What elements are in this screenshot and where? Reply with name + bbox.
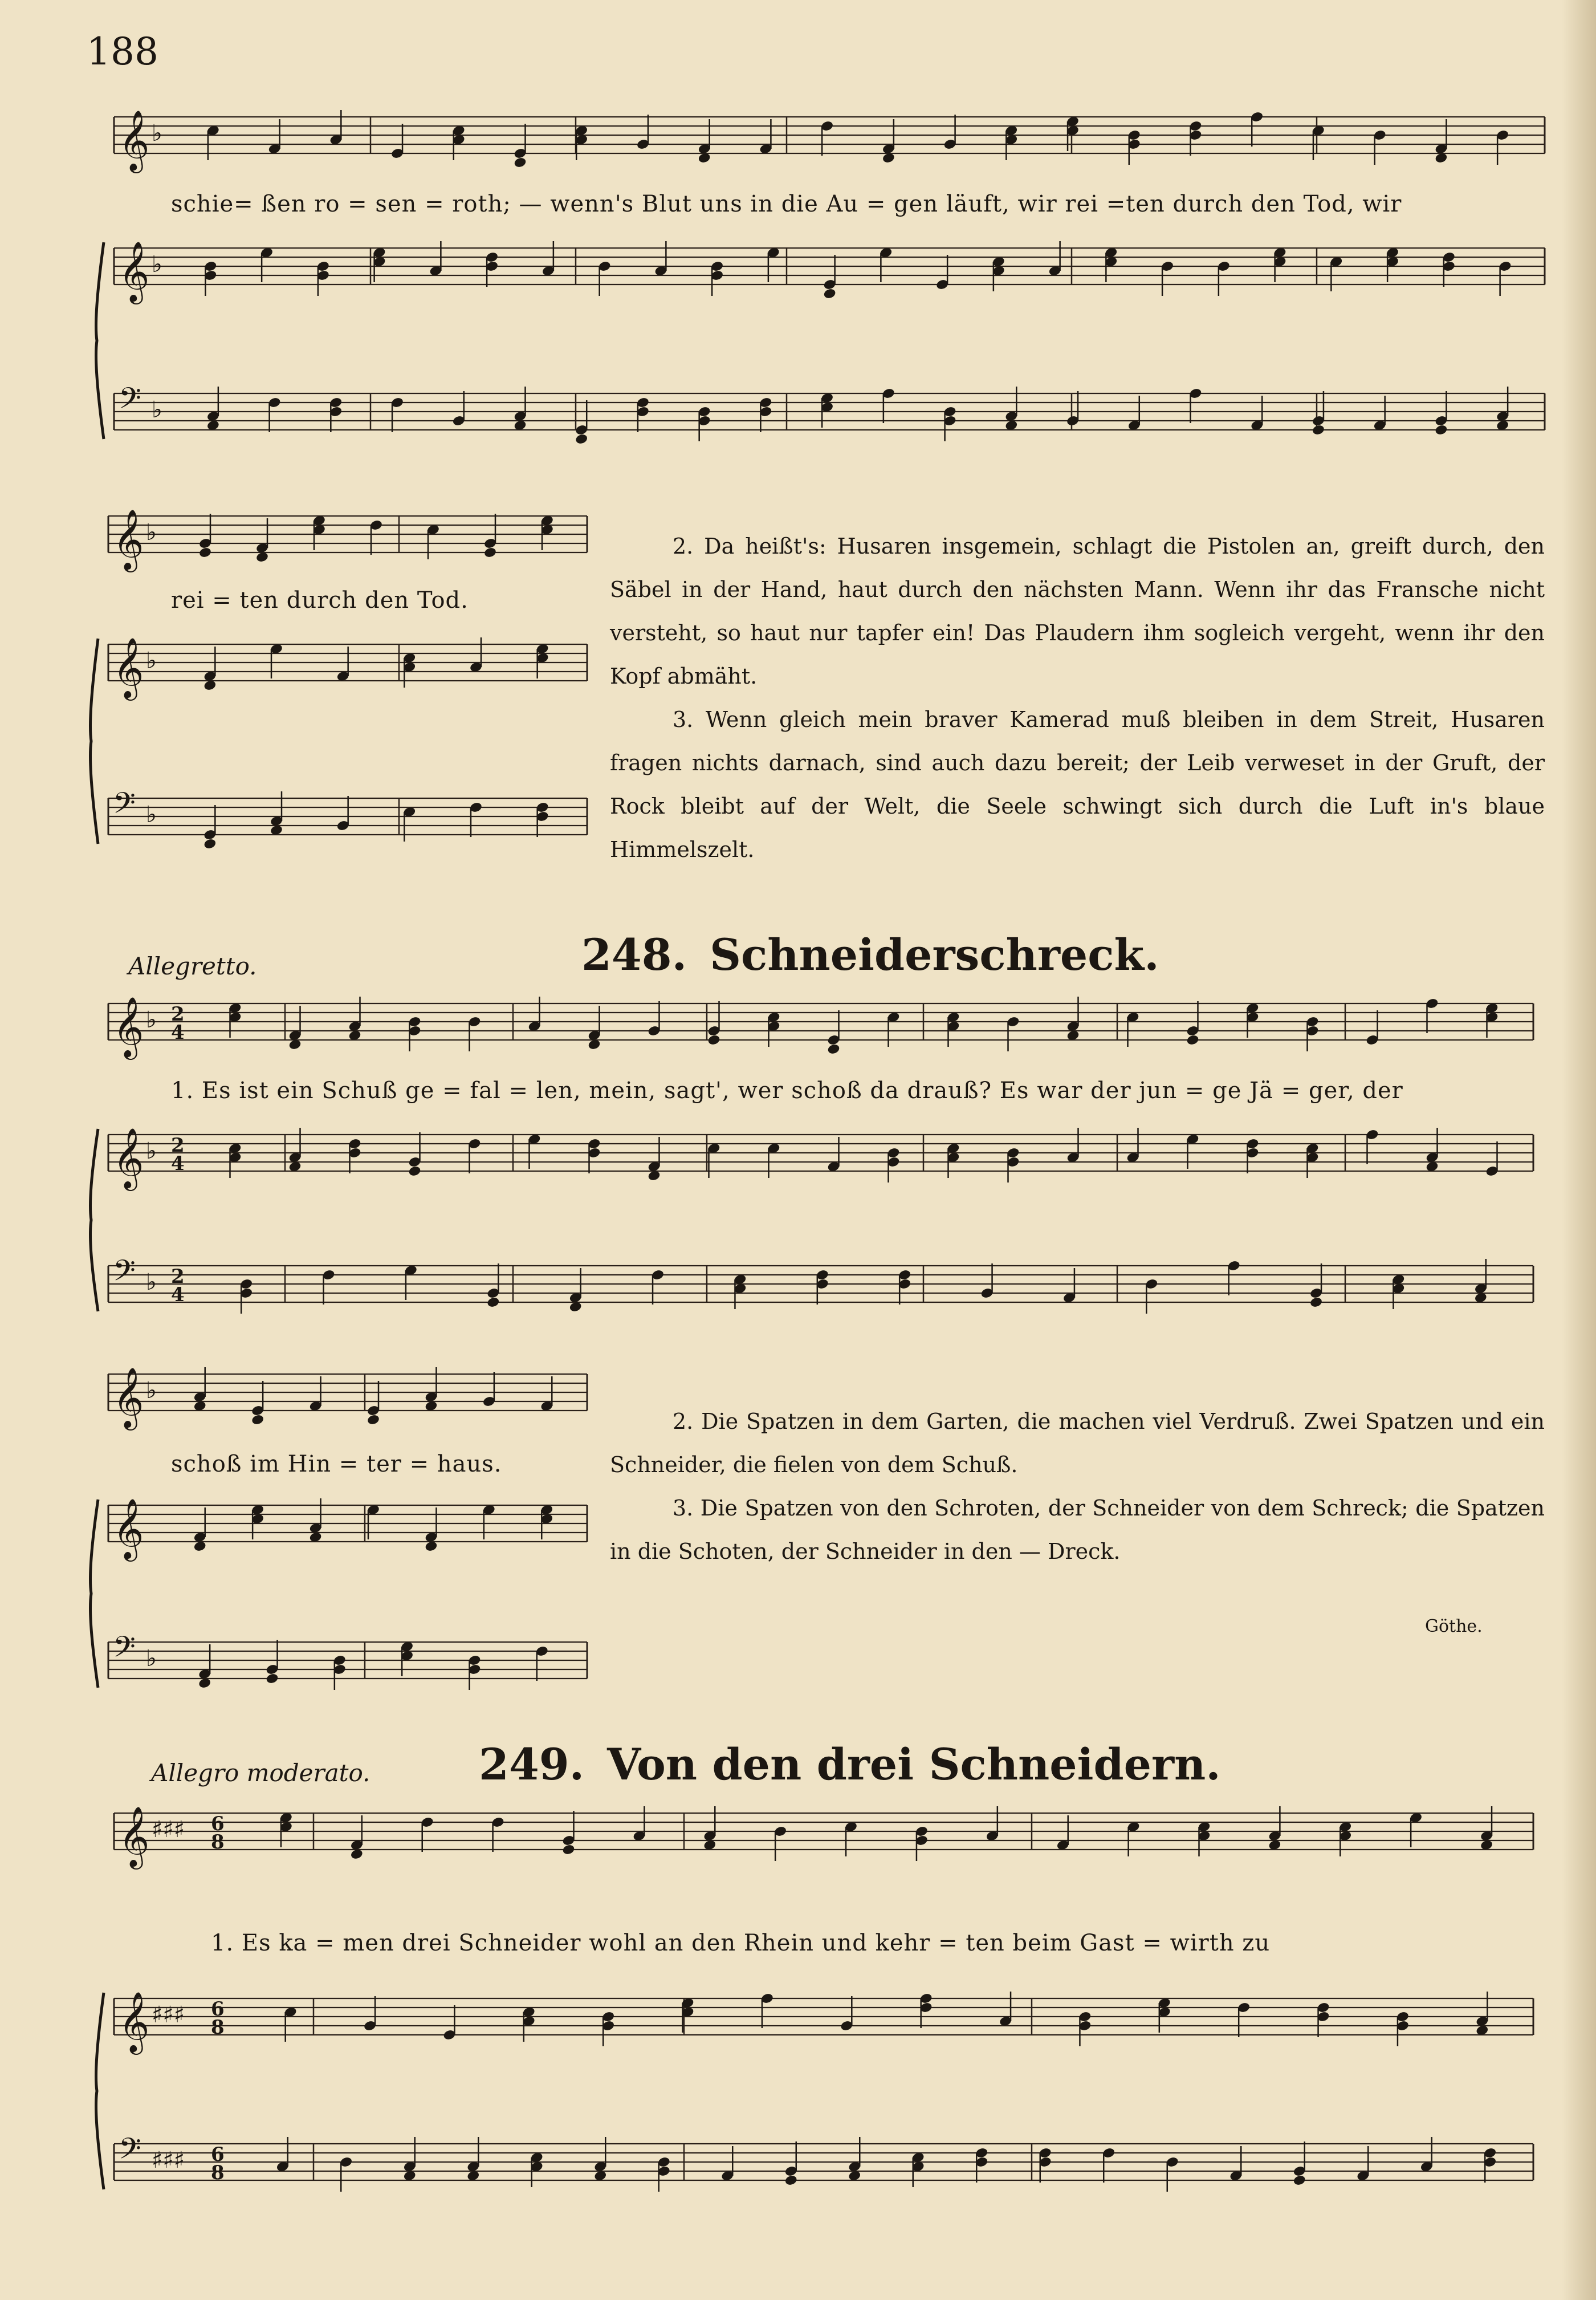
treble-clef-icon: 𝄞 xyxy=(113,637,144,698)
treble-clef-icon: 𝄞 xyxy=(113,1127,144,1188)
song247-lyric-line1: schie= ßen ro = sen = roth; — wenn's Blut uns in die Au = gen läuft, wir rei =ten durch den Tod, wir xyxy=(171,191,1402,217)
key-signature-icon: ♭ xyxy=(152,251,162,278)
key-signature-icon: ♭ xyxy=(152,120,162,147)
song248-voice-note xyxy=(827,1043,841,1055)
sys2-piano-bass-note xyxy=(203,838,217,850)
song248-attribution: Göthe. xyxy=(1425,1616,1483,1636)
song249-title: Von den drei Schneidern. xyxy=(607,1739,1221,1790)
song248-time-signature: 2 xyxy=(171,1003,185,1026)
bass-clef-icon: 𝄢 xyxy=(113,1629,136,1671)
sys1-voice-note xyxy=(514,157,527,169)
song248-time-signature: 4 xyxy=(171,1152,185,1175)
song248-voice-note xyxy=(1186,1034,1200,1046)
key-signature-icon: ♭ xyxy=(146,648,157,674)
brace xyxy=(91,639,99,844)
key-signature-icon: ♭ xyxy=(146,1007,157,1033)
key-signature-icon: ♭ xyxy=(146,1645,157,1672)
song249-time-signature: 8 xyxy=(211,2161,225,2184)
song249-voice-note xyxy=(562,1844,576,1856)
song247-verse-3: 3. Wenn gleich mein braver Kamerad muß bleiben in dem Streit, Husaren fragen nichts darnach, sind auch dazu bereit; der Leib verweset in der Gruft, der Rock bleibt auf der Welt, die Seele schwingt sich durch die Luft in's blaue Himmelszelt. xyxy=(610,707,1545,862)
song249-piano-bass-note xyxy=(1293,2175,1306,2187)
treble-clef-icon: 𝄞 xyxy=(113,1367,144,1428)
song249-time-signature: 8 xyxy=(211,2016,225,2039)
key-signature-icon: ♯♯♯ xyxy=(152,1817,185,1843)
song248-verse-2: 2. Die Spatzen in dem Garten, die machen viel Verdruß. Zwei Spatzen und ein Schneider, die fielen von dem Schuß. xyxy=(610,1409,1545,1477)
song248-time-signature: 4 xyxy=(171,1021,185,1044)
song248-piano-bass-note xyxy=(486,1297,500,1309)
song248-time-signature: 2 xyxy=(171,1265,185,1288)
song248-piano-treble-note xyxy=(408,1165,422,1177)
sys1-piano-bass-note xyxy=(575,433,588,445)
song248-title: Schneiderschreck. xyxy=(710,929,1159,980)
bass-clef-icon: 𝄢 xyxy=(119,381,141,422)
song248-piano-bass-note xyxy=(1309,1297,1323,1309)
song248-verses xyxy=(610,1400,1545,1573)
song248-sys2-voice-note xyxy=(367,1414,380,1426)
treble-clef-icon: 𝄞 xyxy=(119,109,150,170)
song249-title-block xyxy=(479,1739,1221,1790)
sys1-piano-bass-note xyxy=(1434,424,1448,436)
song248-sys2-piano-bass-note xyxy=(266,1673,279,1685)
key-signature-icon: ♭ xyxy=(152,397,162,423)
song248-voice-note xyxy=(707,1034,721,1046)
song247-lyric-line2: rei = ten durch den Tod. xyxy=(171,587,469,613)
brace xyxy=(96,1993,104,2189)
treble-clef-icon: 𝄞 xyxy=(113,996,144,1057)
treble-clef-icon: 𝄞 xyxy=(119,1806,150,1867)
song249-time-signature: 8 xyxy=(211,1831,225,1854)
page-number: 188 xyxy=(87,30,158,74)
song249-lyric-line1: 1. Es ka = men drei Schneider wohl an den Rhein und kehr = ten beim Gast = wirth zu xyxy=(211,1930,1271,1956)
brace xyxy=(96,242,104,439)
key-signature-icon: ♯♯♯ xyxy=(152,2002,185,2028)
sys1-piano-treble-note xyxy=(823,288,837,300)
song248-lyric-line2: schoß im Hin = ter = haus. xyxy=(171,1451,502,1477)
treble-clef-icon: 𝄞 xyxy=(113,1498,144,1559)
key-signature-icon: ♭ xyxy=(146,519,157,546)
song249-time-signature: 6 xyxy=(211,2143,225,2166)
key-signature-icon: ♭ xyxy=(146,1269,157,1295)
song249-piano-bass-note xyxy=(784,2175,798,2187)
treble-clef-icon: 𝄞 xyxy=(113,509,144,570)
song248-title-block xyxy=(581,929,1159,980)
song248-verse-3: 3. Die Spatzen von den Schroten, der Schneider von dem Schreck; die Spatzen in die Schoten, der Schneider in den — Dreck. xyxy=(610,1496,1545,1564)
sys1-piano-bass-note xyxy=(1312,424,1325,436)
bass-clef-icon: 𝄢 xyxy=(113,786,136,827)
key-signature-icon: ♯♯♯ xyxy=(152,2147,185,2173)
bass-clef-icon: 𝄢 xyxy=(119,2131,141,2173)
key-signature-icon: ♭ xyxy=(146,1138,157,1164)
brace xyxy=(91,1500,99,1688)
sys2-voice-note xyxy=(198,547,212,559)
sys2-voice-note xyxy=(483,547,497,559)
brace xyxy=(91,1129,99,1311)
song247-verses xyxy=(610,525,1545,871)
song249-tempo: Allegro moderato. xyxy=(151,1759,370,1787)
song247-verse-2: 2. Da heißt's: Husaren insgemein, schlagt die Pistolen an, greift durch, den Säbel in der Hand, haut durch den nächsten Mann. Wenn ihr das Fransche nicht versteht, so haut nur tapfer ein! Das Plaudern ihm sogleich vergeht, wenn ihr den Kopf abmäht. xyxy=(610,534,1545,689)
song249-time-signature: 6 xyxy=(211,1998,225,2021)
song249-number: 249. xyxy=(479,1739,585,1790)
key-signature-icon: ♭ xyxy=(146,802,157,828)
song248-lyric-line1: 1. Es ist ein Schuß ge = fal = len, mein, sagt', wer schoß da drauß? Es war der jun = ge Jä = ger, der xyxy=(171,1078,1403,1104)
song248-number: 248. xyxy=(581,929,687,980)
song248-sys2-voice-note xyxy=(251,1414,264,1426)
key-signature-icon: ♭ xyxy=(146,1377,157,1404)
bass-clef-icon: 𝄢 xyxy=(113,1253,136,1295)
treble-clef-icon: 𝄞 xyxy=(119,1991,150,2052)
song248-time-signature: 2 xyxy=(171,1134,185,1157)
song248-tempo: Allegretto. xyxy=(128,952,257,980)
treble-clef-icon: 𝄞 xyxy=(119,241,150,302)
song248-time-signature: 4 xyxy=(171,1283,185,1306)
song249-time-signature: 6 xyxy=(211,1813,225,1835)
